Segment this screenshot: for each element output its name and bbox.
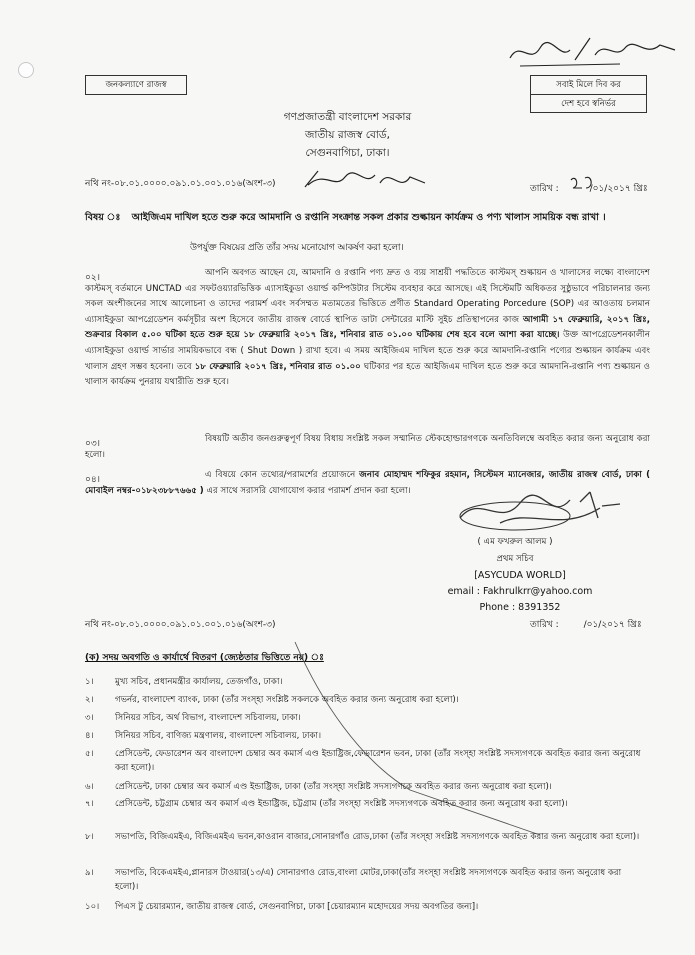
- signatory-name: ( এম ফখরুল আলম ): [477, 537, 553, 547]
- item-number: ৭।: [85, 799, 94, 809]
- item-number: ৪।: [85, 731, 94, 741]
- signatory-email: email : Fakhrulkrr@yahoo.com: [447, 586, 593, 597]
- slogan-line-2: দেশ হবে স্বনির্ভর: [561, 99, 616, 109]
- item-text: সভাপতি, বিকেএমইএ,প্লানারস টাওয়ার(১৩/এ) সোনারগাও রোড,বাংলা মোটর,ঢাকা(তাঁর সংস্হা সংশ্লিষ্ট সদস্যগণকে অবহিত করার জন্য অনুরোধ করা হলো)।: [115, 868, 622, 892]
- reference-number: নথি নং-০৮.০১.০০০০.০৯১.০১.০০১.০১৬(অংশ-৩): [85, 179, 276, 189]
- punch-hole: [18, 62, 34, 78]
- item-text: মুখ্য সচিব, প্রধানমন্ত্রীর কার্যালয়, তেজগাঁও, ঢাকা।: [115, 677, 283, 687]
- paragraph-3: বিষয়টি অতীব জনগুরুত্বপূর্ণ বিষয় বিধায় সংশ্লিষ্ট সকল সম্মানিত স্টেকহোল্ডারগণকে অনতিবিলম্বে অবহিত করার জন্য অনুরোধ করা হলো।: [85, 434, 650, 460]
- item-number: ৬।: [85, 782, 94, 792]
- signatory-title: প্রথম সচিব: [496, 554, 534, 564]
- subject-label: বিষয় ঃ: [85, 212, 121, 223]
- para-4-contact: জনাব মোহাম্মদ শফিকুর রহমান, সিস্টেমস ম্যানেজার, জাতীয় রাজস্ব বোর্ড, ঢাকা ( মোবাইল নম্বর-০১৮২৩৮৮৭৬৬৫ ): [85, 470, 650, 496]
- item-text: গভর্নর, বাংলাদেশ ব্যাংক, ঢাকা (তাঁর সংস্হা সংশ্লিষ্ট সকলকে অবহিত করার জন্য অনুরোধ করা হলো)।: [115, 695, 459, 705]
- subject-text: আইজিএম দাখিল হতে শুরু করে আমদানি ও রপ্তানি সংক্রান্ত সকল প্রকার শুল্কায়ন কার্যক্রম ও পণ্য খালাস সাময়িক বন্ধ রাখা ।: [131, 212, 606, 223]
- paragraph-2: [85, 266, 650, 391]
- item-text: প্রেসিডেন্ট, ঢাকা চেম্বার অব কমার্স এণ্ড ইন্ডাষ্ট্রিজ, ঢাকা (তাঁর সংস্হা সংশ্লিষ্ট সদস্যগণকে অবহিত করার জন্য অনুরোধ করা হলো)।: [115, 782, 552, 792]
- item-text: সিনিয়র সচিব, অর্থ বিভাগ, বাংলাদেশ সচিবালয়, ঢাকা।: [115, 713, 301, 723]
- item-text: সভাপতি, বিজিএমইএ, বিজিএমইএ ভবন,কাওরান বাজার,সোনারগাঁও রোড,ঢাকা (তাঁর সংস্হা সংশ্লিষ্ট সদস্যগণকে অবহিত করার জন্য অনুরোধ করা হলো)।: [115, 832, 640, 842]
- para-2-number: ০২।: [85, 273, 100, 283]
- item-number: ৩।: [85, 713, 94, 723]
- item-number: ৯।: [85, 868, 94, 878]
- para-4-number: ০৪।: [85, 475, 100, 485]
- para-4-part-c: এর সাথে সরাসরি যোগাযোগ করার পরামর্শ প্রদান করা হলো।: [203, 485, 411, 496]
- govt-name: গণপ্রজাতন্ত্রী বাংলাদেশ সরকার: [283, 111, 412, 123]
- item-text: সিনিয়র সচিব, বাণিজ্য মন্ত্রণালয়, বাংলাদেশ সচিবালয়, ঢাকা।: [115, 731, 322, 741]
- signatory-department: [ASYCUDA WORLD]: [474, 570, 566, 581]
- date-suffix: /০১/২০১৭ খ্রিঃ: [589, 184, 648, 194]
- date-2: [530, 617, 642, 632]
- date-2-suffix: /০১/২০১৭ খ্রিঃ: [583, 620, 642, 630]
- slogan-line-1: সবাই মিলে দিব কর: [531, 76, 646, 95]
- date-label-text: তারিখ :: [530, 184, 559, 194]
- item-number: ৮।: [85, 832, 94, 842]
- para-2-part-e: ঘটিকার পর হতে আইজিএম দাখিল হতে শুরু করে আমদানি-রপ্তানি পণ্য শুল্কায়ন ও খালাস কার্যক্রম পুনরায় যথারীতি শুরু হবে।: [85, 361, 651, 388]
- item-number: ৫।: [85, 749, 94, 759]
- reference-number-2: নথি নং-০৮.০১.০০০০.০৯১.০১.০০১.০১৬(অংশ-৩): [85, 620, 276, 630]
- signature-scribble: [440, 488, 640, 538]
- item-text: প্রেসিডেন্ট, ফেডারেশন অব বাংলাদেশ চেম্বার অব কমার্স এণ্ড ইন্ডাষ্ট্রিজ,ফেডারেশন ভবন, ঢাকা (তাঁর সংস্হা সংশ্লিষ্ট সদস্যগণকে অবহিত করার জন্য অনুরোধ করা হলো)।: [115, 749, 641, 773]
- para-2-part-a: আপনি অবগত আছেন যে, আমদানি ও রপ্তানি পণ্য দ্রুত ও ব্যয় সাশ্রয়ী পদ্ধতিতে কাস্টমস্ শুল্কায়ন ও খালাসের লক্ষ্যে বাংলাদেশ কাস্টমস্ বর্তমানে UNCTAD এর সফটওয়্যারভিত্তিক এ্যাসাইকুডা ওয়ার্ল্ড কম্পিউটার সিস্টেম ব্যবহার করে আসছে। এই সিস্টেমটি অধিকতর সুষ্ঠুভাবে পরিচালনার জন্য সকল অংশীজনের সাথে আলোচনা ও তাদের পরামর্শ এবং সর্বসম্মত মতামতের ভিত্তিতে প্রণীত Standard Operating Porcedure (SOP) এর আওতায় চলমান এ্যাসাইকুডা আপগ্রেডেশন কর্মসূচীর অংশ হিসেবে জাতীয় রাজস্ব বোর্ডে স্থাপিত ডাটা সেন্টারের মাস্টি সুইচ প্রতিস্থাপনের কাজ: [85, 268, 650, 325]
- office-address: সেগুনবাগিচা, ঢাকা।: [305, 147, 390, 159]
- para-3-number: ০৩।: [85, 439, 100, 449]
- item-text: প্রেসিডেন্ট, চট্টগ্রাম চেম্বার অব কমার্স এণ্ড ইন্ডাষ্ট্রিজ, চট্টগ্রাম (তাঁর সংস্হা সংশ্লিষ্ট সদস্যগণকে অবহিত করার জন্য অনুরোধ করা হলো)।: [115, 799, 568, 809]
- distribution-heading: (ক) সদয় অবগতি ও কার্যার্থে বিতরণ (জ্যেষ্ঠতার ভিত্তিতে নয়) ঃ: [85, 653, 324, 663]
- para-4-part-a: এ বিষয়ে কোন তথ্যের/পরামর্শের প্রয়োজনে: [205, 470, 360, 480]
- date-2-label: তারিখ :: [530, 620, 559, 630]
- item-number: ২।: [85, 695, 94, 705]
- para-2-part-c: উক্ত আপগ্রেডেশনকালীন এ্যাসাইকুডা ওয়ার্ল্ড সার্ভার সাময়িকভাবে বন্ধ ( Shut Down ) রাখা হবে। এ সময় আইজিএম দাখিল হতে শুরু করে আমদানি-রপ্তানি পণ্যের শুল্কায়ন কার্যক্রম এবং খালাস গ্রহণ সম্ভব হবেনা। তবে: [85, 330, 650, 372]
- para-2-bold-dates: আগামী ১৭ ফেব্রুয়ারি, ২০১৭ খ্রিঃ, শুক্রবার বিকাল ৫.০০ ঘটিকা হতে শুরু হয়ে ১৮ ফেব্রুয়ারি ২০১৭ খ্রিঃ, শনিবার রাত ০১.০০ ঘটিকায় শেষ হবে বলে আশা করা যাচ্ছে।: [85, 314, 650, 341]
- subject-line: [85, 211, 665, 226]
- item-number: ১।: [85, 677, 94, 687]
- slogan-box-right: [530, 75, 647, 113]
- board-name: জাতীয় রাজস্ব বোর্ড,: [304, 129, 390, 141]
- item-text: পিএস টু চেয়ারম্যান, জাতীয় রাজস্ব বোর্ড, সেগুনবাগিচা, ঢাকা [চেয়ারম্যান মহোদয়ের সদয় অবগতির জন্য]।: [115, 902, 479, 912]
- item-number: ১০।: [85, 902, 100, 912]
- handwritten-annotation-top: [500, 30, 680, 75]
- slogan-box-left: জনকল্যাণে রাজস্ব: [85, 75, 187, 95]
- para-2-bold-reopen: ১৮ ফেব্রুয়ারি ২০১৭ খ্রিঃ, শনিবার রাত ০১.০০: [194, 361, 361, 372]
- signatory-phone: Phone : 8391352: [479, 602, 561, 613]
- handwritten-date-mark: [568, 172, 598, 192]
- handwritten-file-number: [300, 165, 430, 195]
- intro-sentence: উপর্যুক্ত বিষয়ের প্রতি তাঁর সদয় মনোযোগ আকর্ষণ করা হলো।: [190, 243, 404, 253]
